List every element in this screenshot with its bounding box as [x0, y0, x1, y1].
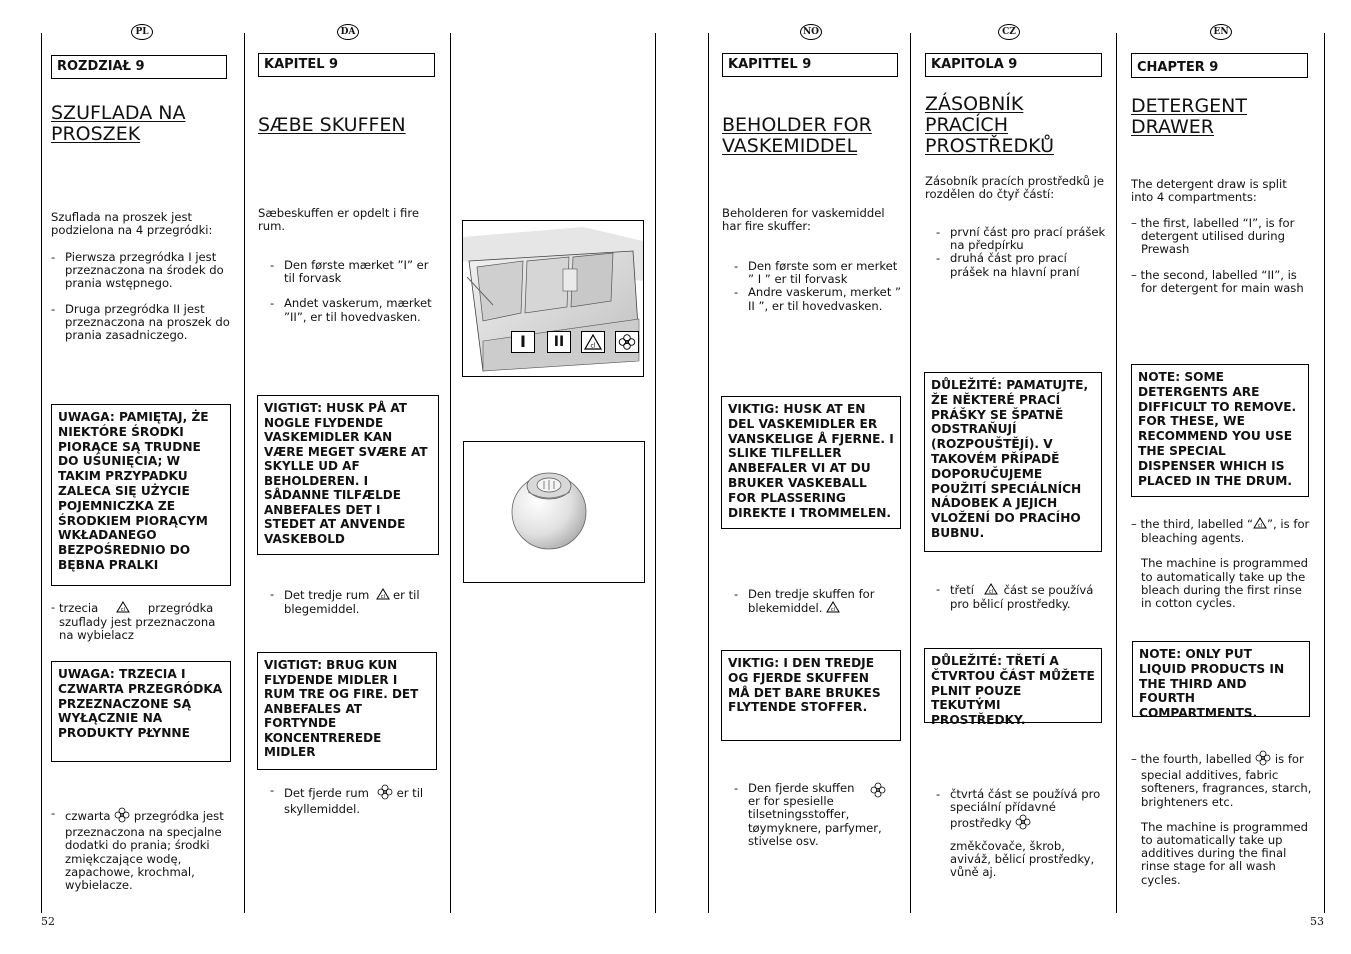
list-item-text: – the third, labelled “ [1131, 517, 1254, 532]
list-item-text: druhá část pro prací prášek na hlavní praní [950, 251, 1080, 279]
intro-cz: Zásobník pracích prostředků je rozdělen do čtyř částí: [925, 174, 1105, 202]
intro-pl: Szuflada na proszek jest podzielona na 4 przegródki: [51, 210, 213, 238]
list-da-3 [270, 588, 440, 616]
list-en-3 [1131, 517, 1313, 610]
warning-box-no-1: VIKTIG: HUSK AT EN DEL VASKEMIDLER ER VANSKELIGE Å FJERNE. I SLIKE TILFELLER ANBEFALER VI AT DU BRUKER VASKEBALL FOR PLASSERING DIREKTE I TROMMELEN. [721, 396, 901, 529]
list-item-text: první část pro prací prášek na předpírku [950, 225, 1106, 253]
chapter-heading-no: KAPITTEL 9 [722, 53, 898, 77]
detergent-drawer-illustration [462, 220, 644, 377]
page-number-right: 53 [1310, 915, 1324, 928]
intro-no: Beholderen for vaskemiddel har fire skuffer: [722, 206, 885, 234]
svg-text:cl: cl [1257, 523, 1263, 529]
list-pl-4 [51, 807, 236, 892]
warning-box-cz-1: DŮLEŽITÉ: PAMATUJTE, ŽE NĚKTERÉ PRACÍ PRÁŠKY SE ŠPATNĚ ODSTRAŇUJÍ (ROZPOUŠTĚJÍ). V TAKOVÉM PŘÍPADĚ DOPORUČUJEME POUŽITÍ SPECIÁLNÍCH NÁDOBEK A JEJICH VLOŽENÍ DO PRACÍHO BUBNU. [924, 372, 1102, 552]
list-en-4 [1131, 750, 1313, 887]
page-number-left: 52 [41, 915, 55, 928]
warning-box-en-1: NOTE: SOME DETERGENTS ARE DIFFICULT TO REMOVE. FOR THESE, WE RECOMMEND YOU USE THE SPECIAL DISPENSER WHICH IS PLACED IN THE DRUM. [1131, 364, 1309, 497]
flower-softener-icon [377, 784, 393, 803]
list-item-text: Det fjerde rum [284, 786, 369, 801]
list-no-4 [734, 782, 904, 848]
warning-box-cz-2: DŮLEŽITÉ: TŘETÍ A ČTVRTOU ČÁST MŮŽETE PLNIT POUZE TEKUTÝMI PROSTŘEDKY. [924, 648, 1102, 723]
title-line: DETERGENT [1131, 95, 1247, 117]
title-line: PROSTŘEDKŮ [925, 135, 1054, 157]
flower-softener-icon [615, 331, 639, 353]
list-cz-4 [936, 788, 1108, 879]
bleach-triangle-icon [984, 583, 998, 598]
section-title-no [722, 115, 907, 157]
title-line: PRACÍCH [925, 114, 1008, 136]
compartment-label-main-wash: II [547, 331, 571, 353]
list-item: - třetí cl část se používá pro bělicí prostředky. [936, 582, 1094, 612]
list-item: - Pierwsza przegródka I jest przeznaczona na środek do prania wstępnego. [51, 250, 224, 291]
language-badge-pl: PL [131, 24, 153, 40]
list-no-3 [734, 588, 904, 616]
section-title-pl [51, 103, 236, 145]
language-badge-cz: CZ [998, 24, 1020, 40]
list-no-1 [734, 260, 904, 313]
list-item-text: Det tredje rum [284, 588, 370, 603]
list-item-text: przegródka szuflady jest przeznaczona na wybielacz [59, 601, 216, 643]
list-item: - czwarta przegródka jest przeznaczona na specjalne dodatki do prania; środki zmiękczające wodę, zapachowe, krochmal, wybielacze. [51, 806, 224, 893]
chapter-heading-da: KAPITEL 9 [258, 53, 435, 77]
list-item-text: ”, is for bleaching agents. [1141, 517, 1310, 546]
list-item-text: Den første som er merket ” I ” er til forvask [748, 259, 898, 287]
column-rule [1324, 33, 1325, 913]
list-item: - druhá část pro prací prášek na hlavní praní [936, 251, 1080, 279]
list-item-text: er til skyllemiddel. [284, 786, 424, 817]
svg-text:cl: cl [831, 607, 836, 614]
dosing-ball-drawing [464, 442, 644, 582]
list-item-text: er til blegemiddel. [284, 588, 420, 617]
bleach-triangle-icon [826, 601, 840, 616]
list-item-text: trzecia [59, 601, 99, 616]
warning-box-pl-2: UWAGA: TRZECIA I CZWARTA PRZEGRÓDKA PRZEZNACZONE SĄ WYŁĄCZNIE NA PRODUKTY PŁYNNE [51, 661, 231, 762]
list-cz-1 [936, 226, 1106, 279]
dosing-ball-illustration [463, 441, 645, 583]
list-item-text: – the second, labelled “II”, is for detergent for main wash [1131, 267, 1304, 295]
list-pl-3 [51, 601, 231, 643]
section-title-cz [925, 94, 1110, 157]
column-rule [910, 33, 911, 913]
compartment-label-prewash: I [511, 331, 535, 353]
flower-softener-icon [870, 782, 886, 801]
list-item-text: třetí [950, 583, 974, 598]
list-cz-3 [936, 583, 1108, 611]
list-item [1131, 750, 1313, 809]
warning-box-da-1: VIGTIGT: HUSK PÅ AT NOGLE FLYDENDE VASKEMIDLER KAN VÆRE MEGET SVÆRE AT SKYLLE UD AF BEHOLDEREN. I SÅDANNE TILFÆLDE ANBEFALES DET I STEDET AT ANVENDE VASKEBOLD [257, 395, 439, 555]
column-rule [450, 33, 451, 913]
flower-softener-icon [1015, 814, 1031, 833]
column-rule [41, 33, 42, 913]
list-item: - Den første som er merket ” I ” er til forvask [734, 259, 898, 287]
list-da-1 [270, 259, 440, 324]
intro-en: The detergent draw is split into 4 compartments: [1131, 177, 1287, 205]
list-item-text: část se používá pro bělicí prostředky. [950, 583, 1094, 612]
paragraph-text: The machine is programmed to automatically take up additives during the final rinse stage for all wash cycles. [1141, 819, 1308, 887]
title-line: ZÁSOBNÍK [925, 93, 1024, 115]
list-item-text: Den første mærket ”I” er til forvask [284, 258, 429, 286]
warning-box-en-2: NOTE: ONLY PUT LIQUID PRODUCTS IN THE THIRD AND FOURTH COMPARTMENTS. [1132, 641, 1310, 717]
bleach-triangle-icon [376, 588, 390, 603]
list-item: - Andet vaskerum, mærket ”II”, er til hovedvasken. [270, 296, 432, 324]
svg-text:cl: cl [120, 607, 125, 613]
list-item-text: čtvrtá část se používá pro speciální přídavné prostředky [950, 787, 1101, 831]
list-item-text: Den tredje skuffen for blekemiddel. [748, 587, 875, 616]
list-item: - Andre vaskerum, merket ” II ”, er til hovedvasken. [734, 285, 902, 313]
chapter-heading-en: CHAPTER 9 [1131, 53, 1308, 78]
list-item-text: Den fjerde skuffen er for spesielle tilsetningsstoffer, tøymyknere, parfymer, stivelse osv. [748, 781, 882, 848]
list-item [1131, 269, 1313, 295]
list-item-text: przegródka jest przeznaczona na specjalne dodatki do prania; środki zmiękczające wodę, zapachowe, krochmal, wybielacze. [65, 809, 224, 893]
list-item: - Den fjerde skuffen er for spesielle tilsetningsstoffer, tøymyknere, parfymer, stivelse osv. [734, 782, 904, 848]
paragraph [1131, 821, 1313, 887]
list-item [1131, 217, 1313, 257]
list-item: - Det fjerde rum er til skyllemiddel. [270, 783, 424, 817]
title-line: SZUFLADA NA [51, 102, 186, 124]
language-badge-no: NO [800, 24, 822, 40]
flower-softener-icon [114, 807, 130, 826]
svg-text:cl: cl [988, 589, 993, 595]
language-badge-en: EN [1210, 24, 1232, 40]
bleach-triangle-icon [581, 331, 605, 353]
list-da-4 [270, 784, 440, 816]
section-title-da: SÆBE SKUFFEN [258, 114, 406, 136]
section-title-en [1131, 96, 1316, 138]
column-rule [655, 33, 656, 913]
language-badge-da: DA [337, 24, 359, 40]
title-line: BEHOLDER FOR [722, 114, 872, 136]
paragraph-text: The machine is programmed to automatically take up the bleach during the first rinse in cotton cycles. [1141, 556, 1308, 611]
list-item-text: – the first, labelled “I”, is for detergent utilised during Prewash [1131, 216, 1295, 257]
bleach-triangle-icon [116, 601, 130, 616]
title-line: PROSZEK [51, 123, 141, 145]
svg-text:cl: cl [380, 594, 386, 600]
list-item: - Druga przegródka II jest przeznaczona na proszek do prania zasadniczego. [51, 301, 230, 343]
column-rule [1116, 33, 1117, 913]
list-item-text: Andet vaskerum, mærket ”II”, er til hovedvasken. [284, 296, 432, 324]
list-item: - Det tredje rum cl er til blegemiddel. [270, 587, 420, 617]
list-item-text: is for special additives, fabric softeners, fragrances, starch, brighteners etc. [1141, 752, 1312, 809]
title-line: VASKEMIDDEL [722, 135, 858, 157]
list-item-text: změkčovače, škrob, aviváž, bělicí prostředky, vůně aj. [950, 838, 1095, 880]
list-item-text: Pierwsza przegródka I jest przeznaczona na środek do prania wstępnego. [65, 250, 224, 291]
list-item-text: Andre vaskerum, merket ” II ”, er til hovedvasken. [748, 285, 902, 313]
list-item: - první část pro prací prášek na předpírku [936, 225, 1106, 253]
title-line: DRAWER [1131, 116, 1215, 138]
column-rule [708, 33, 709, 913]
list-en-1 [1131, 217, 1313, 295]
svg-text:cl: cl [590, 342, 596, 350]
flower-softener-icon [1255, 750, 1271, 769]
list-item-text: czwarta [65, 809, 111, 824]
chapter-heading-pl: ROZDZIAŁ 9 [51, 55, 227, 79]
column-rule [244, 33, 245, 913]
list-item: - trzecia cl przegródka szuflady jest przeznaczona na wybielacz [51, 600, 216, 643]
list-pl-1 [51, 251, 231, 342]
list-item: - Den tredje skuffen for blekemiddel. cl [734, 587, 875, 616]
list-item: - čtvrtá část se používá pro speciální přídavné prostředky změkčovače, škrob, aviváž, bělicí prostředky, vůně aj. [936, 787, 1101, 880]
bleach-triangle-icon [1253, 517, 1267, 532]
warning-box-pl-1: UWAGA: PAMIĘTAJ, ŻE NIEKTÓRE ŚRODKI PIORĄCE SĄ TRUDNE DO UŚUNIĘCIA; W TAKIM PRZYPADKU ZALECA SIĘ UŻYCIE POJEMNICZKA ZE ŚRODKIEM PIORĄCYM WKŁADANEGO BEZPOŚREDNIO DO BĘBNA PRALKI [51, 404, 231, 586]
intro-da: Sæbeskuffen er opdelt i fire rum. [258, 206, 419, 234]
paragraph [1131, 557, 1313, 610]
list-item: - Den første mærket ”I” er til forvask [270, 258, 429, 286]
list-item [1131, 517, 1313, 545]
list-item-text: Druga przegródka II jest przeznaczona na proszek do prania zasadniczego. [65, 301, 230, 343]
list-item-text: – the fourth, labelled [1131, 752, 1252, 767]
chapter-heading-cz: KAPITOLA 9 [925, 53, 1102, 77]
warning-box-da-2: VIGTIGT: BRUG KUN FLYDENDE MIDLER I RUM TRE OG FIRE. DET ANBEFALES AT FORTYNDE KONCENTREREDE MIDLER [257, 652, 437, 770]
warning-box-no-2: VIKTIG: I DEN TREDJE OG FJERDE SKUFFEN MÅ DET BARE BRUKES FLYTENDE STOFFER. [721, 650, 901, 741]
